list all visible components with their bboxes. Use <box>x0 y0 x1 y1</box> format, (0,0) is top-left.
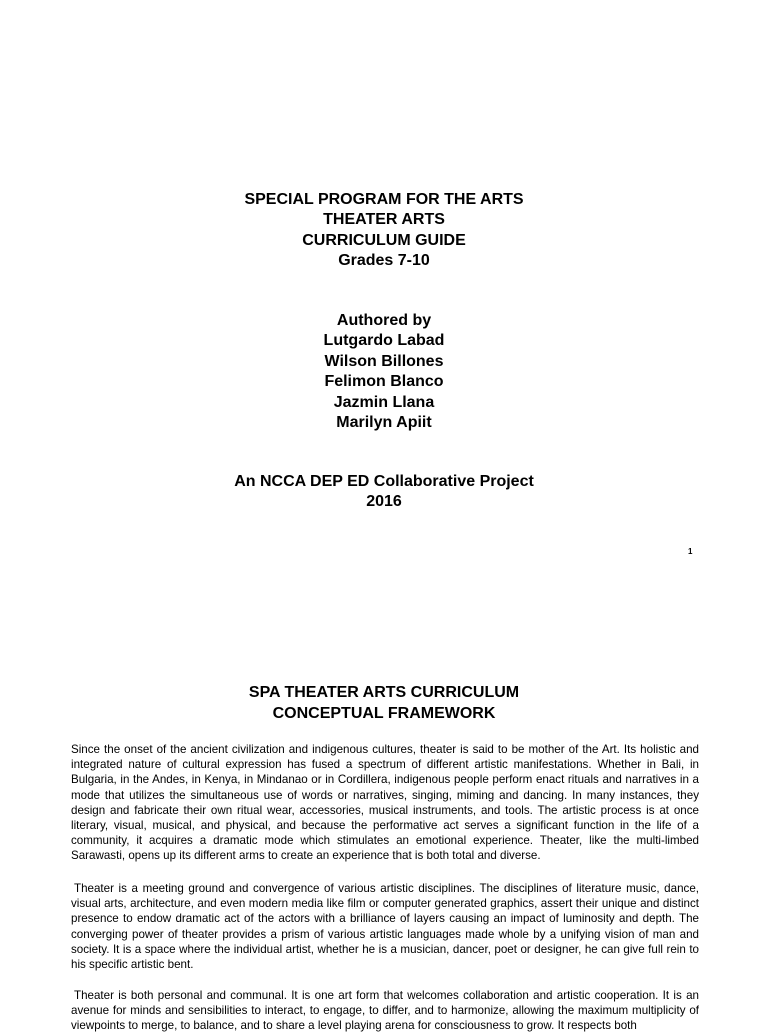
page-number: 1 <box>688 547 693 556</box>
author-name: Jazmin Llana <box>333 393 435 411</box>
framework-title-line: SPA THEATER ARTS CURRICULUM <box>248 684 520 701</box>
cover-title-line: THEATER ARTS <box>323 211 445 229</box>
cover-grades: Grades 7-10 <box>338 252 430 270</box>
cover-title-line: CURRICULUM GUIDE <box>302 231 466 249</box>
authored-by-label: Authored by <box>336 312 432 329</box>
project-year: 2016 <box>366 493 402 511</box>
project-line: An NCCA DEP ED Collaborative Project <box>234 473 534 490</box>
cover-title <box>0 190 768 272</box>
project-block <box>0 472 768 513</box>
framework-title-line: CONCEPTUAL FRAMEWORK <box>272 704 496 722</box>
framework-paragraph: Theater is a meeting ground and convergence of various artistic disciplines. The disciplines of literature music, dance, visual arts, architecture, and even modern media like film or computer generated graphics, assert their unique and distinct presence to endow dramatic act of the actors with a brilliance of layers causing an impact of luminosity and depth. The converging power of theater provides a prism of various artistic languages made whole by a unifying vision of man and society. It is a space where the individual artist, whether he is a musician, dancer, poet or designer, he can give full rein to his specific artistic bent. <box>71 882 699 972</box>
author-name: Lutgardo Labad <box>323 332 445 350</box>
author-name: Wilson Billones <box>324 352 444 370</box>
author-name: Marilyn Apiit <box>336 414 432 432</box>
cover-title-line: SPECIAL PROGRAM FOR THE ARTS <box>244 191 524 208</box>
framework-paragraph: Theater is both personal and communal. It is one art form that welcomes collaboration and artistic cooperation. It is an avenue for minds and sensibilities to interact, to engage, to differ, and to harmonize, allowing the maximum multiplicity of viewpoints to merge, to balance, and to share a level playing arena for consciousness to grow. It respects both <box>71 989 699 1033</box>
framework-paragraph: Since the onset of the ancient civilization and indigenous cultures, theater is said to be mother of the Art. Its holistic and integrated nature of cultural expression has fused a spectrum of different artistic manifestations. Whether in Bali, in Bulgaria, in the Andes, in Kenya, in Mindanao or in Cordillera, indigenous people perform enact rituals and narratives in a mode that utilizes the simultaneous use of words or narratives, singing, miming and dancing. In many instances, they design and fabricate their own ritual wear, accessories, musical instruments, and tools. The artistic process is at once literary, visual, musical, and physical, and because the performative act serves a significant function in the life of a community, it acquires a dramatic mode which stimulates an emotional experience. Theater, like the multi-limbed Sarawasti, opens up its different arms to create an experience that is both total and diverse. <box>71 743 699 863</box>
framework-title <box>0 683 768 724</box>
author-name: Felimon Blanco <box>324 373 444 391</box>
authors-block <box>0 311 768 433</box>
